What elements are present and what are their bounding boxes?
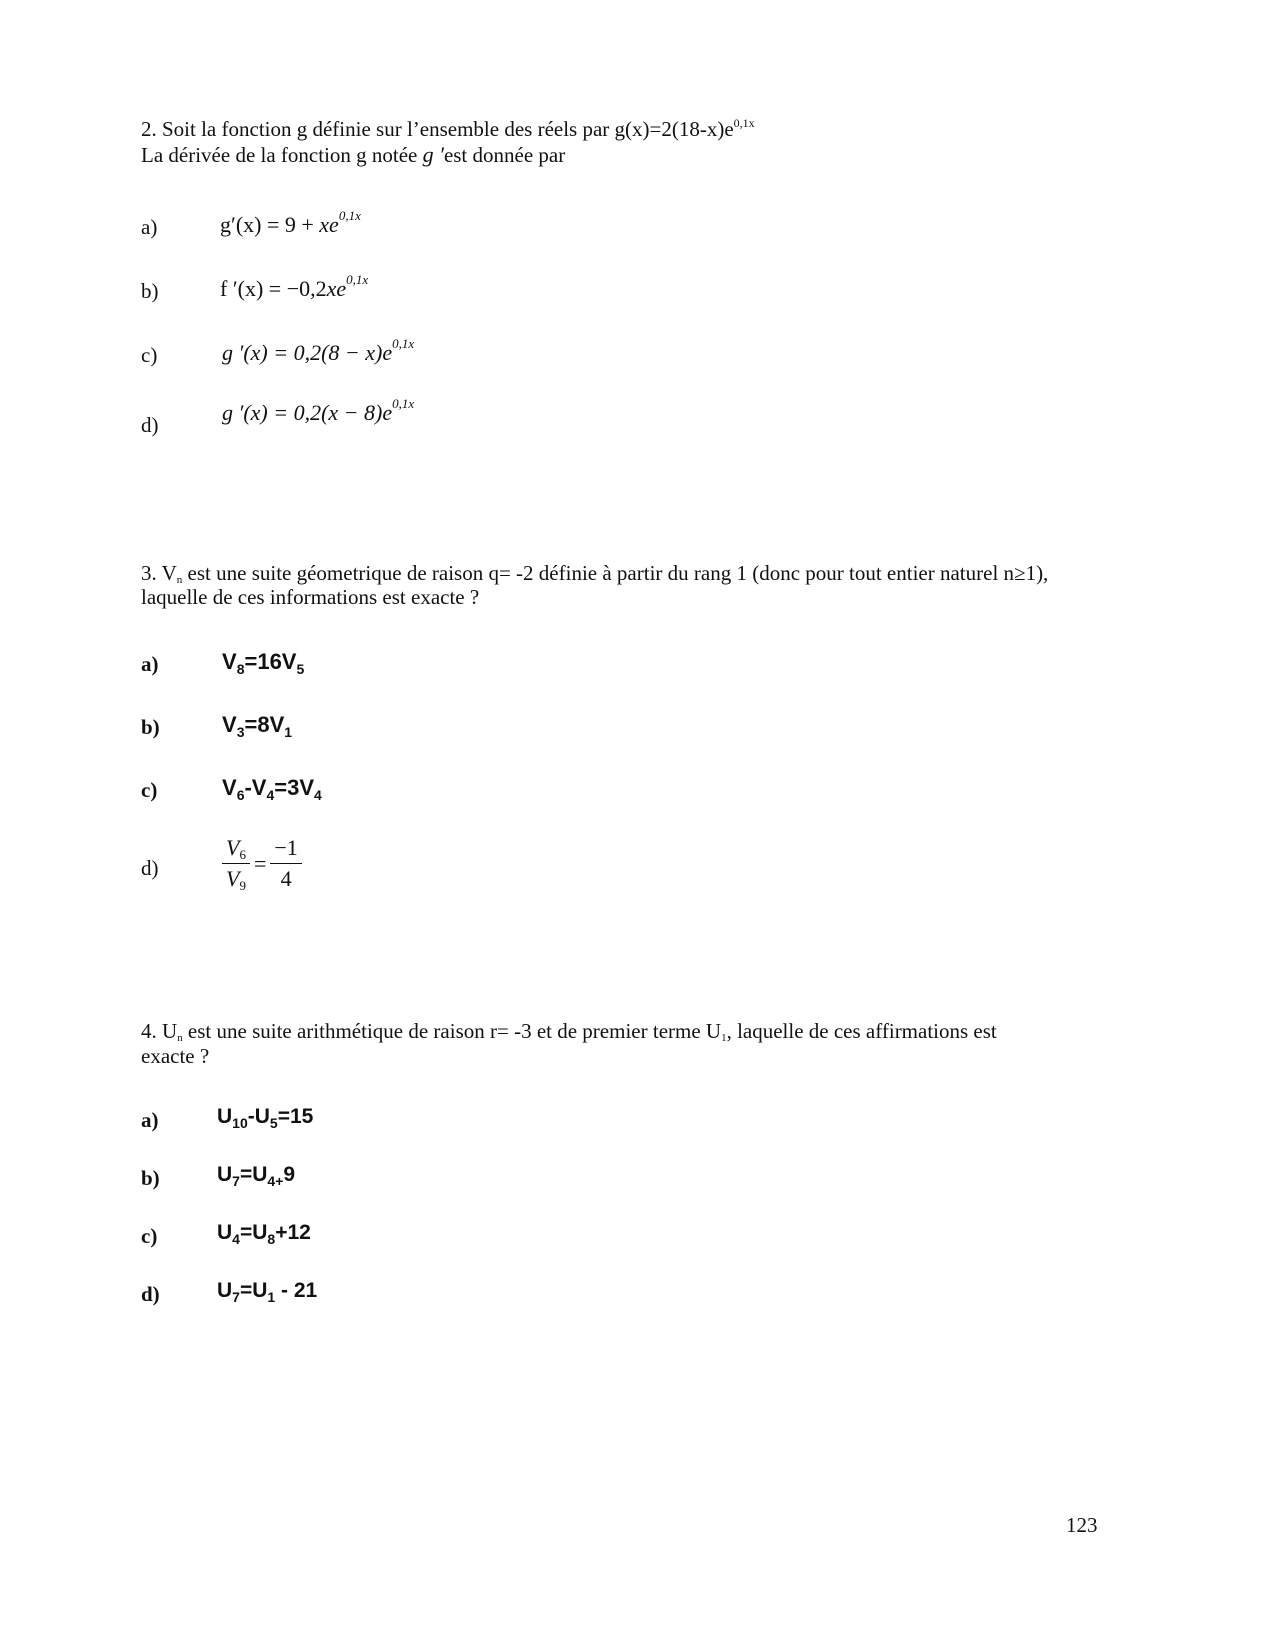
q4-option-c-label: c) [141, 1224, 158, 1248]
q3-option-b-label: b) [141, 715, 160, 739]
q4-option-c-formula: $U_4=U_8+12$ [217, 1221, 311, 1247]
q3-option-c-formula: $V_6-V_4=3V_4$ [222, 775, 322, 803]
q4-option-d-label: d) [141, 1282, 160, 1306]
q2-option-c-formula: g $'(x) = 0,2(8 - x)e^{0,1x}$ [222, 336, 415, 365]
q2-option-d-formula: g $'(x) = 0,2(x - 8)e^{0,1x}$ [222, 396, 415, 425]
q2-option-d-label: d) [141, 413, 159, 437]
q2-option-b-formula: f $'(x) = -0,2xe^{0,1x}$ [220, 272, 369, 301]
equals-sign: = [253, 850, 267, 876]
q4-statement-line2: exacte ? [141, 1044, 210, 1068]
q3-statement-line2: laquelle de ces informations est exacte ? [141, 585, 480, 609]
fraction-minus-one-over-four: $\frac{-1}{4}$ [270, 835, 301, 892]
q3-option-b-formula: $V_3=8V_1$ [222, 712, 293, 740]
q4-option-b-label: b) [141, 1166, 160, 1190]
fraction-v6-over-v9: $\frac{V_6}{V_9}$ [222, 835, 250, 892]
q2-statement-line1: 2. Soit la fonction g définie sur l’ensemble des réels par $g(x)=2(18-x)e^{0,1x}$ [141, 116, 755, 141]
q4-option-d-formula: $U_7=U_1 - 21$ [217, 1279, 318, 1305]
q2-option-c-label: c) [141, 343, 158, 367]
q3-option-c-label: c) [141, 778, 158, 802]
q2-option-b-label: b) [141, 279, 159, 303]
q4-option-a-formula: $U_{10}-U_5=15$ [217, 1105, 314, 1131]
q4-option-a-label: a) [141, 1108, 159, 1132]
q3-option-a-label: a) [141, 652, 159, 676]
q3-option-d-formula [222, 835, 302, 892]
q2-statement-line2: La dérivée de la fonction g notée g ′est donnée par [141, 142, 566, 167]
q2-option-a-formula: $g'(x) = 9 + xe^{0,1x}$ [220, 208, 361, 237]
q3-statement-line1: 3. $V_n$ est une suite géometrique de raison q= -2 définie à partir du rang 1 (donc pour tout entier naturel n≥1), [141, 561, 1049, 586]
q4-option-b-formula: $U_7=U_{4+}9$ [217, 1163, 296, 1189]
page-number: 123 [1066, 1513, 1098, 1537]
q2-option-a-label: a) [141, 215, 158, 239]
q4-statement-line1: 4. $U_n$ est une suite arithmétique de raison r= -3 et de premier terme $U_1$, laquelle de ces affirmations est [141, 1019, 997, 1044]
q3-option-a-formula: $V_8=16V_5$ [222, 649, 305, 677]
q3-option-d-label: d) [141, 856, 159, 880]
